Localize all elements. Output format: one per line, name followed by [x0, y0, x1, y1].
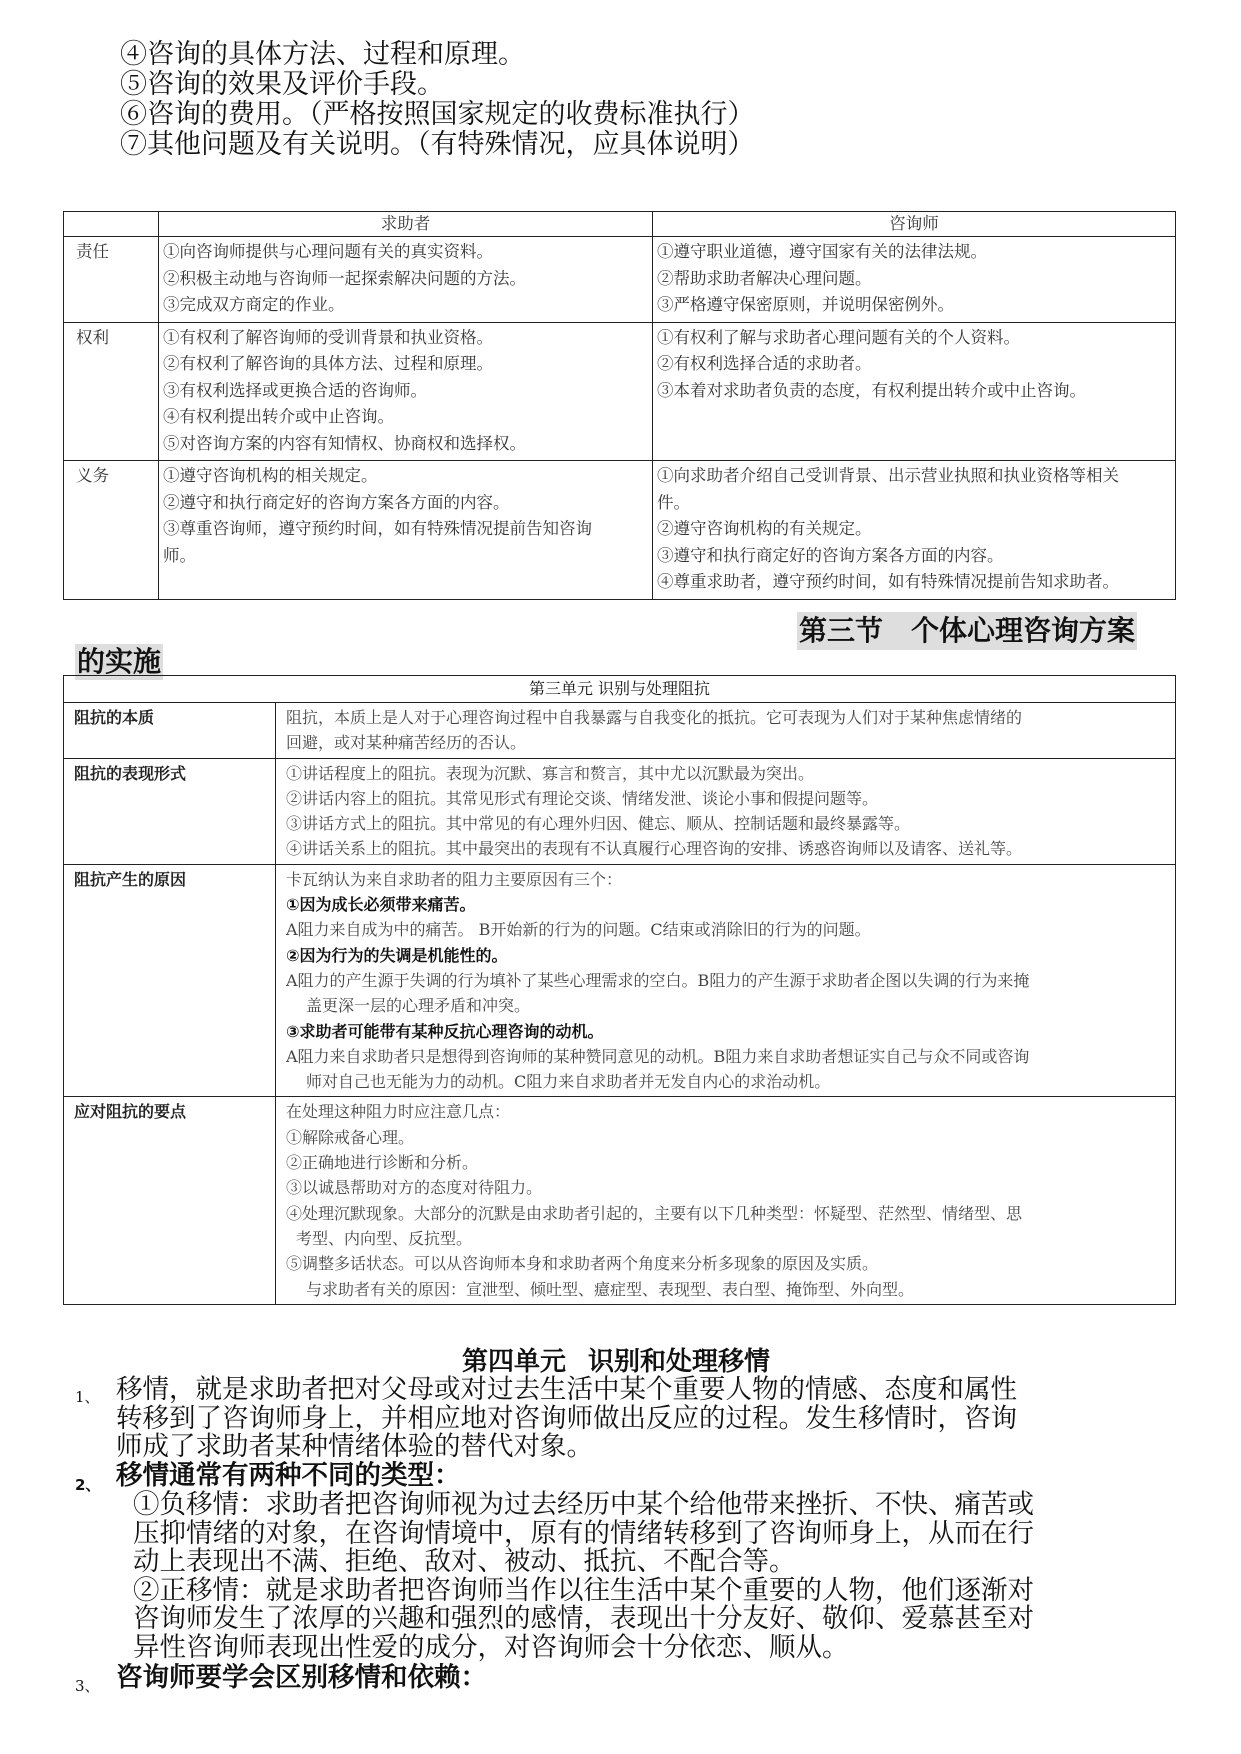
table-row [64, 1097, 1176, 1304]
cell-line: ③本着对求助者负责的态度，有权利提出转介或中止咨询。 [657, 380, 1086, 400]
row-label: 义务 [64, 461, 159, 600]
cell-line: 在处理这种阻力时应注意几点： [286, 1102, 511, 1122]
item-line: 异性咨询师表现出性爱的成分，对咨询师会十分依恋、顺从。 [133, 1631, 849, 1663]
table-header-row [64, 212, 1176, 237]
cell-line: ③以诚恳帮助对方的态度对待阻力。 [286, 1178, 543, 1198]
consultation-items-list [120, 40, 1120, 160]
cell-line: ②有权利了解咨询的具体方法、过程和原理。 [163, 354, 493, 373]
cell-line: ④有权利提出转介或中止咨询。 [163, 407, 394, 426]
table-row [64, 864, 1176, 1097]
client-cell [159, 461, 653, 600]
cell-line: A阻力的产生源于失调的行为填补了某些心理需求的空白。B阻力的产生源于求助者企图以失调的行为来掩 [286, 970, 1030, 990]
row-content [276, 1097, 1176, 1304]
item-title: 移情通常有两种不同的类型： [116, 1460, 461, 1491]
cell-line: 回避，或对某种痛苦经历的否认。 [286, 733, 527, 753]
list-item: ⑤咨询的效果及评价手段。 [120, 69, 444, 100]
cell-line: 师对自己也无能为力的动机。C阻力来自求助者并无发自内心的求治动机。 [306, 1072, 831, 1092]
cell-line: ②积极主动地与咨询师一起探索解决问题的方法。 [163, 268, 526, 288]
cell-line: 师。 [163, 545, 196, 565]
item-line: 压抑情绪的对象，在咨询情境中，原有的情绪转移到了咨询师身上，从而在行 [133, 1517, 1034, 1549]
row-label: 权利 [64, 322, 159, 461]
list-item: ④咨询的具体方法、过程和原理。 [120, 39, 525, 70]
cell-line: 考型、内向型、反抗型。 [296, 1228, 473, 1248]
cell-line: ①讲话程度上的阻抗。表现为沉默、寡言和赘言，其中尤以沉默最为突出。 [286, 763, 815, 783]
item-line: 移情，就是求助者把对父母或对过去生活中某个重要人物的情感、态度和属性 [116, 1374, 1017, 1405]
cause-title: ②因为行为的失调是机能性的。 [286, 945, 508, 965]
counselor-cell [653, 461, 1176, 600]
cell-line: ④尊重求助者，遵守预约时间，如有特殊情况提前告知求助者。 [657, 572, 1119, 591]
item-line: 转移到了咨询师身上，并相应地对咨询师做出反应的过程。发生移情时，咨询 [116, 1402, 1017, 1434]
cell-line: ④处理沉默现象。大部分的沉默是由求助者引起的，主要有以下几种类型：怀疑型、茫然型、情绪型、思 [286, 1203, 1023, 1223]
table-row [64, 461, 1176, 600]
unit-title: 识别和处理移情 [588, 1347, 771, 1377]
cell-line: 件。 [657, 492, 690, 512]
cell-line: ②讲话内容上的阻抗。其常见形式有理论交谈、情绪发泄、谈论小事和假提问题等。 [286, 788, 879, 808]
header-client: 求助者 [159, 212, 653, 237]
row-label: 阻抗产生的原因 [64, 864, 276, 1097]
unit-heading [462, 1347, 770, 1377]
table-title-row [64, 676, 1176, 703]
cell-line: ①有权利了解咨询师的受训背景和执业资格。 [163, 327, 493, 347]
row-content [276, 758, 1176, 864]
cell-line: ③尊重咨询师，遵守预约时间，如有特殊情况提前告知咨询 [163, 519, 592, 538]
row-content [276, 703, 1176, 759]
header-counselor: 咨询师 [653, 212, 1176, 237]
table-row [64, 322, 1176, 461]
list-item [133, 1491, 1193, 1662]
counselor-cell [653, 322, 1176, 461]
cell-line: 盖更深一层的心理矛盾和冲突。 [306, 996, 531, 1016]
list-item [116, 1376, 1196, 1462]
cell-line: ②正确地进行诊断和分析。 [286, 1153, 479, 1173]
cell-line: ①向咨询师提供与心理问题有关的真实资料。 [163, 242, 493, 261]
cell-line: ③严格遵守保密原则，并说明保密例外。 [657, 295, 954, 314]
cell-line: ①解除戒备心理。 [286, 1127, 415, 1147]
item-line: 师成了求助者某种情绪体验的替代对象。 [116, 1431, 593, 1462]
cell-line: ②帮助求助者解决心理问题。 [657, 268, 872, 288]
list-item: ⑦其他问题及有关说明。（有特殊情况，应具体说明） [120, 129, 755, 160]
cell-line: ④讲话关系上的阻抗。其中最突出的表现有不认真履行心理咨询的安排、诱惑咨询师以及请客、送礼等。 [286, 839, 1023, 859]
table-title: 第三单元 识别与处理阻抗 [64, 676, 1176, 703]
row-label: 阻抗的表现形式 [64, 758, 276, 864]
cell-line: 与求助者有关的原因：宣泄型、倾吐型、癔症型、表现型、表白型、掩饰型、外向型。 [306, 1279, 915, 1299]
cell-line: ①遵守咨询机构的相关规定。 [163, 466, 378, 485]
table-row [64, 758, 1176, 864]
cell-line: ③遵守和执行商定好的咨询方案各方面的内容。 [657, 545, 1004, 565]
section-heading: 第三节 个体心理咨询方案 [797, 612, 1137, 650]
cell-line: A阻力来自求助者只是想得到咨询师的某种赞同意见的动机。B阻力来自求助者想证实自己与众不同或咨询 [286, 1046, 1030, 1066]
list-item: ⑥咨询的费用。（严格按照国家规定的收费标准执行） [120, 99, 755, 130]
item-line: 咨询师发生了浓厚的兴趣和强烈的感情，表现出十分友好、敬仰、爱慕甚至对 [133, 1603, 1034, 1634]
item-number: 2、 [75, 1476, 101, 1494]
item-line: ①负移情：求助者把咨询师视为过去经历中某个给他带来挫折、不快、痛苦或 [133, 1489, 1034, 1520]
table-row [64, 703, 1176, 759]
cell-line: ⑤对咨询方案的内容有知情权、协商权和选择权。 [163, 433, 526, 453]
cell-line: A阻力来自成为中的痛苦。 B开始新的行为的问题。C结束或消除旧的行为的问题。 [286, 920, 871, 940]
row-content [276, 864, 1176, 1097]
cell-line: ②有权利选择合适的求助者。 [657, 354, 872, 373]
cause-title: ③求助者可能带有某种反抗心理咨询的动机。 [286, 1021, 604, 1041]
row-label: 阻抗的本质 [64, 703, 276, 759]
cell-line: ①有权利了解与求助者心理问题有关的个人资料。 [657, 327, 1020, 347]
cell-line: 阻抗，本质上是人对于心理咨询过程中自我暴露与自我变化的抵抗。它可表现为人们对于某种焦虑情绪的 [286, 708, 1023, 727]
cell-line: ⑤调整多话状态。可以从咨询师本身和求助者两个角度来分析多现象的原因及实质。 [286, 1254, 879, 1274]
item-number: 3、 [75, 1677, 100, 1695]
cell-line: ①向求助者介绍自己受训背景、出示营业执照和执业资格等相关 [657, 466, 1119, 485]
client-cell [159, 322, 653, 461]
item-title: 咨询师要学会区别移情和依赖： [116, 1662, 487, 1693]
table-row [64, 237, 1176, 323]
item-line: ②正移情：就是求助者把咨询师当作以往生活中某个重要的人物，他们逐渐对 [133, 1574, 1034, 1606]
item-line: 动上表现出不满、拒绝、敌对、被动、抵抗、不配合等。 [133, 1546, 796, 1577]
unit-number: 第四单元 [462, 1347, 567, 1377]
counselor-cell [653, 237, 1176, 323]
cell-line: ①遵守职业道德，遵守国家有关的法律法规。 [657, 242, 987, 261]
section-heading-continued: 的实施 [77, 645, 162, 678]
cell-line: ③有权利选择或更换合适的咨询师。 [163, 380, 427, 400]
cell-line: ②遵守咨询机构的有关规定。 [657, 519, 872, 538]
resistance-table [63, 675, 1176, 1305]
row-label: 应对阻抗的要点 [64, 1097, 276, 1304]
row-label: 责任 [64, 237, 159, 323]
cell-line: ②遵守和执行商定好的咨询方案各方面的内容。 [163, 492, 510, 512]
cause-title: ①因为成长必须带来痛苦。 [286, 895, 476, 915]
client-cell [159, 237, 653, 323]
item-number: 1、 [75, 1388, 100, 1406]
corner-cell [64, 212, 159, 237]
rights-responsibilities-table [63, 211, 1176, 600]
cell-line: 卡瓦纳认为来自求助者的阻力主要原因有三个： [286, 869, 623, 889]
cell-line: ③讲话方式上的阻抗。其中常见的有心理外归因、健忘、顺从、控制话题和最终暴露等。 [286, 814, 911, 834]
cell-line: ③完成双方商定的作业。 [163, 295, 345, 314]
